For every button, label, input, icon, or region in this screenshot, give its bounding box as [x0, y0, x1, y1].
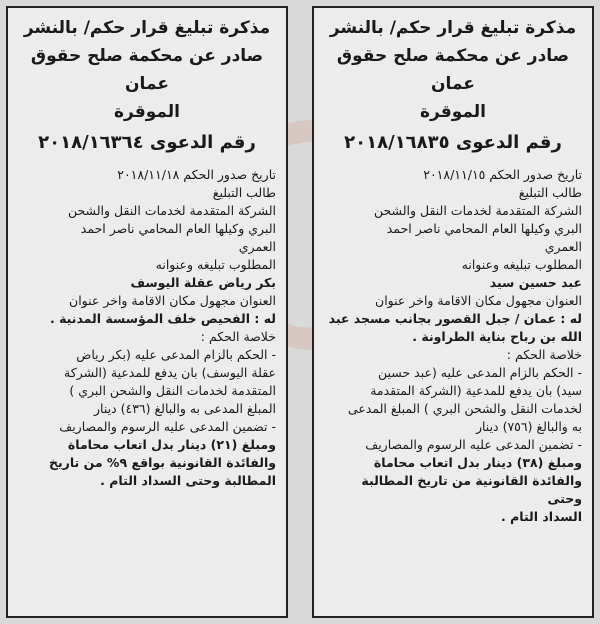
body-line: - الحكم بالزام المدعى عليه (بكر رياض	[76, 347, 276, 362]
notice-court-suffix: الموقرة	[419, 102, 486, 122]
body-line: - تضمين المدعى عليه الرسوم والمصاريف	[365, 437, 582, 452]
notice-court: صادر عن محكمة صلح حقوق عمان	[336, 46, 570, 94]
body-line: الله بن رباح بناية الطراونة .	[412, 329, 582, 344]
body-line: خلاصة الحكم :	[200, 329, 276, 344]
notice-title: مذكرة تبليغ قرار حكم/ بالنشر	[329, 18, 577, 38]
body-line: المتقدمة لخدمات النقل والشحن البري )	[69, 383, 276, 398]
notice-left	[6, 6, 288, 618]
body-line: السداد التام .	[500, 509, 582, 524]
body-line: خلاصة الحكم :	[506, 347, 582, 362]
case-number: رقم الدعوى ٢٠١٨/١٦٨٣٥	[344, 132, 562, 153]
body-line: له : عمان / جبل القصور بجانب مسجد عبد	[328, 311, 582, 326]
body-line: والفائدة القانونية من تاريخ المطالبة وحتى	[361, 473, 582, 506]
body-line: العمري	[238, 239, 276, 254]
body-line: عبد حسين سيد	[489, 275, 582, 290]
body-line: العنوان مجهول مكان الاقامة واخر عنوان	[375, 293, 582, 308]
body-line: تاريخ صدور الحكم ٢٠١٨/١١/١٨	[117, 167, 276, 182]
notice-body	[18, 166, 276, 490]
body-line: سيد) بان يدفع للمدعية (الشركة المتقدمة	[370, 383, 582, 398]
body-line: العمري	[544, 239, 582, 254]
body-line: ومبلغ (٢١) دينار بدل اتعاب محاماة	[67, 437, 276, 452]
body-line: الشركة المتقدمة لخدمات النقل والشحن	[67, 203, 276, 218]
body-line: المطالبة وحتى السداد التام .	[100, 473, 276, 488]
body-line: له : الفحيص خلف المؤسسة المدنية .	[49, 311, 276, 326]
body-line: العنوان مجهول مكان الاقامة واخر عنوان	[69, 293, 276, 308]
body-line: والفائدة القانونية بواقع ٩% من تاريخ	[48, 455, 276, 470]
body-line: - الحكم بالزام المدعى عليه (عبد حسين	[378, 365, 582, 380]
body-line: به والبالغ (٧٥٦) دينار	[475, 419, 582, 434]
body-line: لخدمات النقل والشحن البري ) المبلغ المدعى	[347, 401, 582, 416]
body-line: طالب التبليغ	[518, 185, 582, 200]
body-line: البري وكيلها العام المحامي ناصر احمد	[80, 221, 276, 236]
case-number: رقم الدعوى ٢٠١٨/١٦٣٦٤	[38, 132, 256, 153]
body-line: - تضمين المدعى عليه الرسوم والمصاريف	[59, 419, 276, 434]
notice-right	[312, 6, 594, 618]
body-line: البري وكيلها العام المحامي ناصر احمد	[386, 221, 582, 236]
notice-court-suffix: الموقرة	[113, 102, 180, 122]
body-line: المبلغ المدعى به والبالغ (٤٣٦) دينار	[93, 401, 276, 416]
body-line: ومبلغ (٣٨) دينار بدل اتعاب محاماة	[373, 455, 582, 470]
body-line: تاريخ صدور الحكم ٢٠١٨/١١/١٥	[423, 167, 582, 182]
notice-title: مذكرة تبليغ قرار حكم/ بالنشر	[23, 18, 271, 38]
body-line: الشركة المتقدمة لخدمات النقل والشحن	[373, 203, 582, 218]
body-line: طالب التبليغ	[212, 185, 276, 200]
notice-body	[324, 166, 582, 526]
notice-court: صادر عن محكمة صلح حقوق عمان	[30, 46, 264, 94]
body-line: بكر رياض عقلة اليوسف	[130, 275, 276, 290]
body-line: المطلوب تبليغه وعنوانه	[155, 257, 276, 272]
body-line: عقلة اليوسف) بان يدفع للمدعية (الشركة	[64, 365, 276, 380]
body-line: المطلوب تبليغه وعنوانه	[461, 257, 582, 272]
